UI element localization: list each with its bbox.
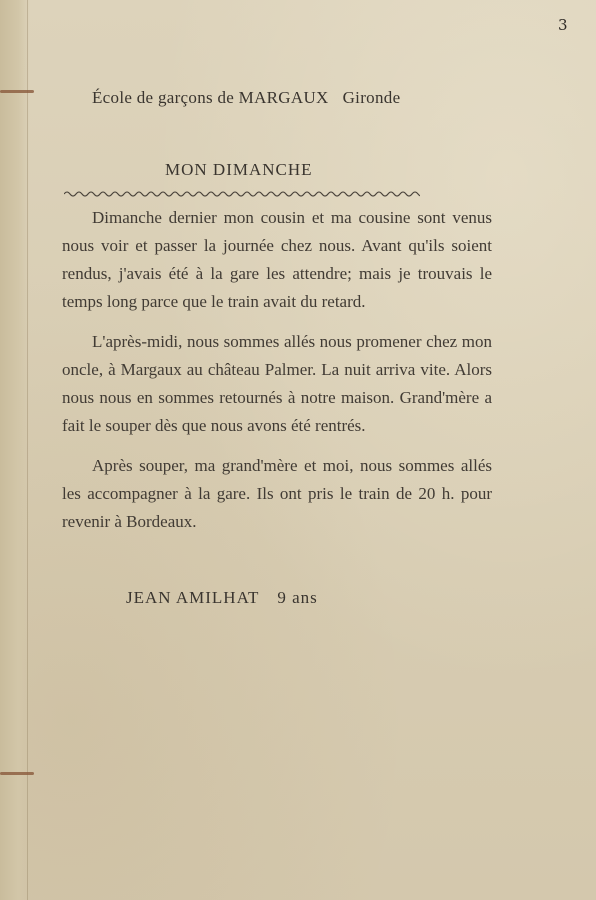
fold-line <box>27 0 28 900</box>
paragraph-3: Après souper, ma grand'mère et moi, nous sommes allés les accompagner à la gare. Ils ont pris le train de 20 h. pour revenir à Bordeaux. <box>62 456 492 531</box>
author-age: 9 ans <box>277 588 318 607</box>
binding-fold <box>0 0 30 900</box>
staple-top <box>0 90 34 93</box>
school-header <box>92 88 472 108</box>
staple-bottom <box>0 772 34 775</box>
school-region: Gironde <box>342 88 401 107</box>
school-name: École de garçons de MARGAUX <box>92 88 329 107</box>
paragraph-1: Dimanche dernier mon cousin et ma cousine sont venus nous voir et passer la journée chez nous. Avant qu'ils soient rendus, j'avais été à la gare les attendre; mais je trouvais le temps long parce que le train avait du retard. <box>62 208 492 311</box>
author-name: JEAN AMILHAT <box>126 588 260 607</box>
page-title: MON DIMANCHE <box>165 160 313 179</box>
essay-body <box>62 204 492 548</box>
signature <box>126 588 318 608</box>
wavy-rule <box>64 188 420 200</box>
paragraph-2: L'après-midi, nous sommes allés nous promener chez mon oncle, à Margaux au château Palmer. La nuit arriva vite. Alors nous nous en sommes retournés à notre maison. Grand'mère a fait le souper dès que nous avons été rentrés. <box>62 332 492 435</box>
page-number: 3 <box>558 16 568 34</box>
